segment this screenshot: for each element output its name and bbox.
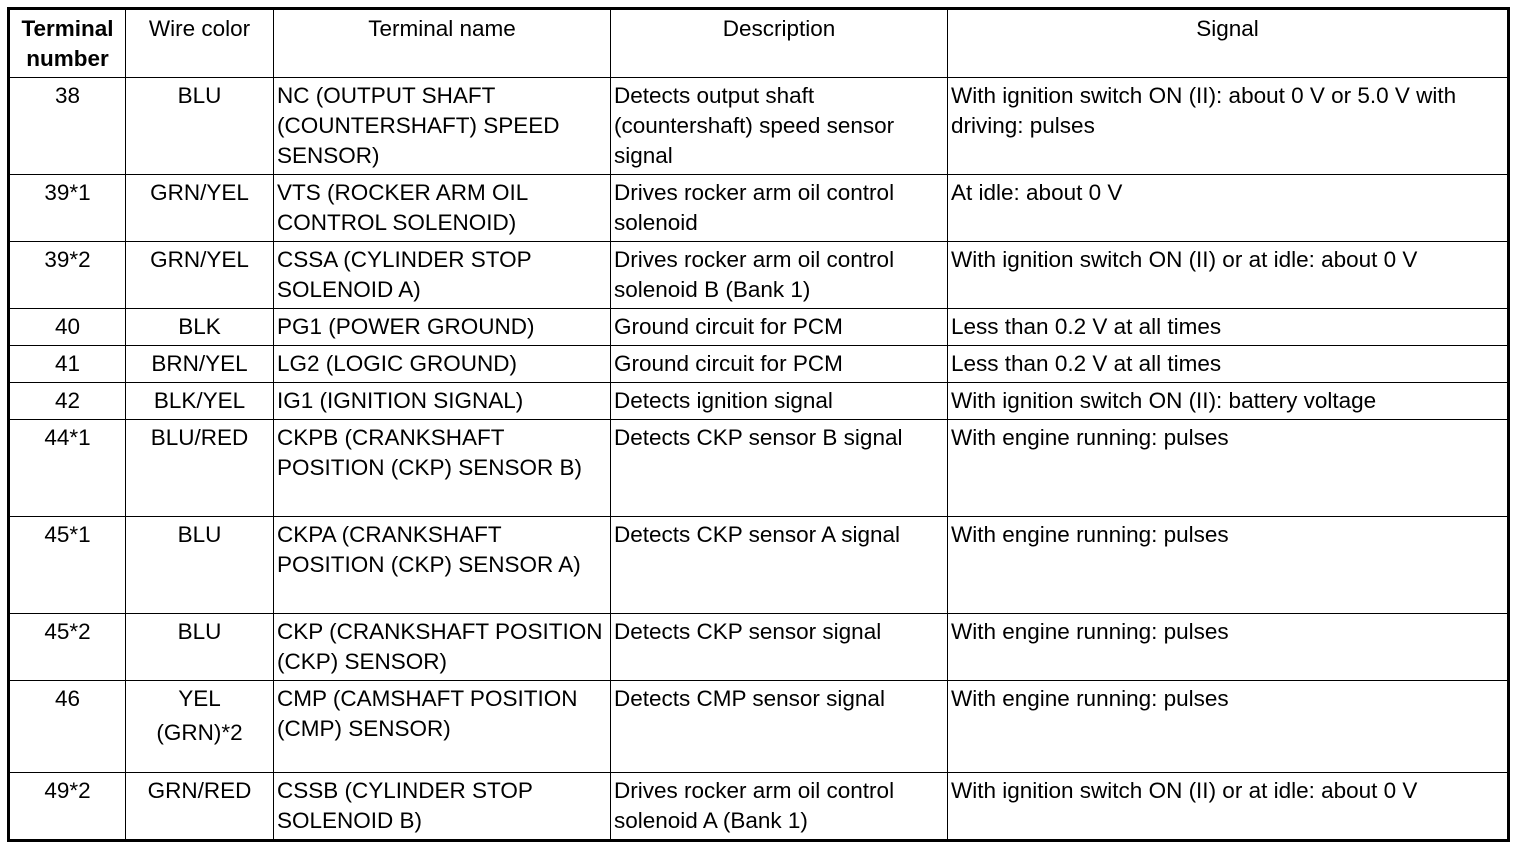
cell-wire-color — [126, 175, 274, 242]
header-description: Description — [611, 9, 948, 78]
header-terminal-number: Terminal number — [9, 9, 126, 78]
cell-description: Detects CKP sensor B signal — [611, 420, 948, 517]
cell-terminal-name: CKPA (CRANKSHAFT POSITION (CKP) SENSOR A) — [274, 517, 611, 614]
cell-signal: With engine running: pulses — [948, 517, 1509, 614]
cell-description: Ground circuit for PCM — [611, 346, 948, 383]
header-row — [9, 9, 1509, 78]
cell-signal: With engine running: pulses — [948, 614, 1509, 681]
wire-color-value: GRN/YEL — [150, 247, 249, 272]
cell-terminal-number: 39*1 — [9, 175, 126, 242]
wire-color-value: BLU — [177, 83, 222, 108]
cell-terminal-name: CSSB (CYLINDER STOP SOLENOID B) — [274, 773, 611, 841]
cell-terminal-number: 45*2 — [9, 614, 126, 681]
wire-color-value: BLU/RED — [150, 425, 249, 450]
cell-signal: Less than 0.2 V at all times — [948, 309, 1509, 346]
cell-terminal-number: 38 — [9, 78, 126, 175]
cell-terminal-number: 45*1 — [9, 517, 126, 614]
cell-signal: Less than 0.2 V at all times — [948, 346, 1509, 383]
cell-signal: With ignition switch ON (II) or at idle: about 0 V — [948, 773, 1509, 841]
table-row — [9, 175, 1509, 242]
cell-terminal-name: VTS (ROCKER ARM OIL CONTROL SOLENOID) — [274, 175, 611, 242]
cell-terminal-name: CKPB (CRANKSHAFT POSITION (CKP) SENSOR B) — [274, 420, 611, 517]
table-row — [9, 78, 1509, 175]
wire-color-value: BLU — [177, 522, 222, 547]
cell-description: Detects CMP sensor signal — [611, 681, 948, 773]
cell-wire-color — [126, 383, 274, 420]
wire-color-value: BLK/YEL — [153, 388, 246, 413]
cell-terminal-number: 42 — [9, 383, 126, 420]
wire-color-value: BRN/YEL — [151, 351, 248, 376]
cell-wire-color — [126, 681, 274, 773]
cell-terminal-number: 44*1 — [9, 420, 126, 517]
cell-terminal-number: 40 — [9, 309, 126, 346]
table-row — [9, 517, 1509, 614]
cell-signal: With engine running: pulses — [948, 420, 1509, 517]
table-row — [9, 681, 1509, 773]
cell-wire-color — [126, 420, 274, 517]
table-row — [9, 614, 1509, 681]
header-wire-color: Wire color — [126, 9, 274, 78]
cell-description: Detects output shaft (countershaft) speed sensor signal — [611, 78, 948, 175]
table-row — [9, 420, 1509, 517]
cell-wire-color — [126, 242, 274, 309]
cell-signal: With engine running: pulses — [948, 681, 1509, 773]
cell-description: Drives rocker arm oil control solenoid A (Bank 1) — [611, 773, 948, 841]
cell-wire-color — [126, 309, 274, 346]
cell-description: Detects ignition signal — [611, 383, 948, 420]
cell-wire-color — [126, 78, 274, 175]
cell-terminal-name: CSSA (CYLINDER STOP SOLENOID A) — [274, 242, 611, 309]
cell-description: Detects CKP sensor A signal — [611, 517, 948, 614]
cell-terminal-name: CKP (CRANKSHAFT POSITION (CKP) SENSOR) — [274, 614, 611, 681]
cell-terminal-name: IG1 (IGNITION SIGNAL) — [274, 383, 611, 420]
header-terminal-name: Terminal name — [274, 9, 611, 78]
terminal-table — [7, 7, 1510, 842]
table-row — [9, 309, 1509, 346]
cell-description: Detects CKP sensor signal — [611, 614, 948, 681]
cell-wire-color — [126, 346, 274, 383]
wire-color-value: YEL — [178, 686, 221, 711]
wire-color-value: BLK — [178, 314, 221, 339]
cell-signal: At idle: about 0 V — [948, 175, 1509, 242]
cell-signal: With ignition switch ON (II): battery voltage — [948, 383, 1509, 420]
cell-wire-color — [126, 517, 274, 614]
cell-description: Drives rocker arm oil control solenoid B (Bank 1) — [611, 242, 948, 309]
table-row — [9, 242, 1509, 309]
cell-terminal-number: 39*2 — [9, 242, 126, 309]
cell-terminal-name: NC (OUTPUT SHAFT (COUNTERSHAFT) SPEED SENSOR) — [274, 78, 611, 175]
wire-color-value: GRN/YEL — [150, 180, 249, 205]
wire-color-value: BLU — [177, 619, 222, 644]
cell-terminal-number: 41 — [9, 346, 126, 383]
cell-terminal-name: CMP (CAMSHAFT POSITION (CMP) SENSOR) — [274, 681, 611, 773]
table-row — [9, 383, 1509, 420]
cell-terminal-number: 49*2 — [9, 773, 126, 841]
cell-description: Drives rocker arm oil control solenoid — [611, 175, 948, 242]
wire-color-value: GRN/RED — [147, 778, 252, 803]
cell-signal: With ignition switch ON (II): about 0 V or 5.0 V with driving: pulses — [948, 78, 1509, 175]
table-row — [9, 346, 1509, 383]
cell-terminal-name: LG2 (LOGIC GROUND) — [274, 346, 611, 383]
cell-wire-color — [126, 773, 274, 841]
wire-color-note: (GRN)*2 — [156, 720, 243, 745]
table-row — [9, 773, 1509, 841]
cell-terminal-number: 46 — [9, 681, 126, 773]
cell-signal: With ignition switch ON (II) or at idle: about 0 V — [948, 242, 1509, 309]
cell-description: Ground circuit for PCM — [611, 309, 948, 346]
header-signal: Signal — [948, 9, 1509, 78]
cell-terminal-name: PG1 (POWER GROUND) — [274, 309, 611, 346]
cell-wire-color — [126, 614, 274, 681]
